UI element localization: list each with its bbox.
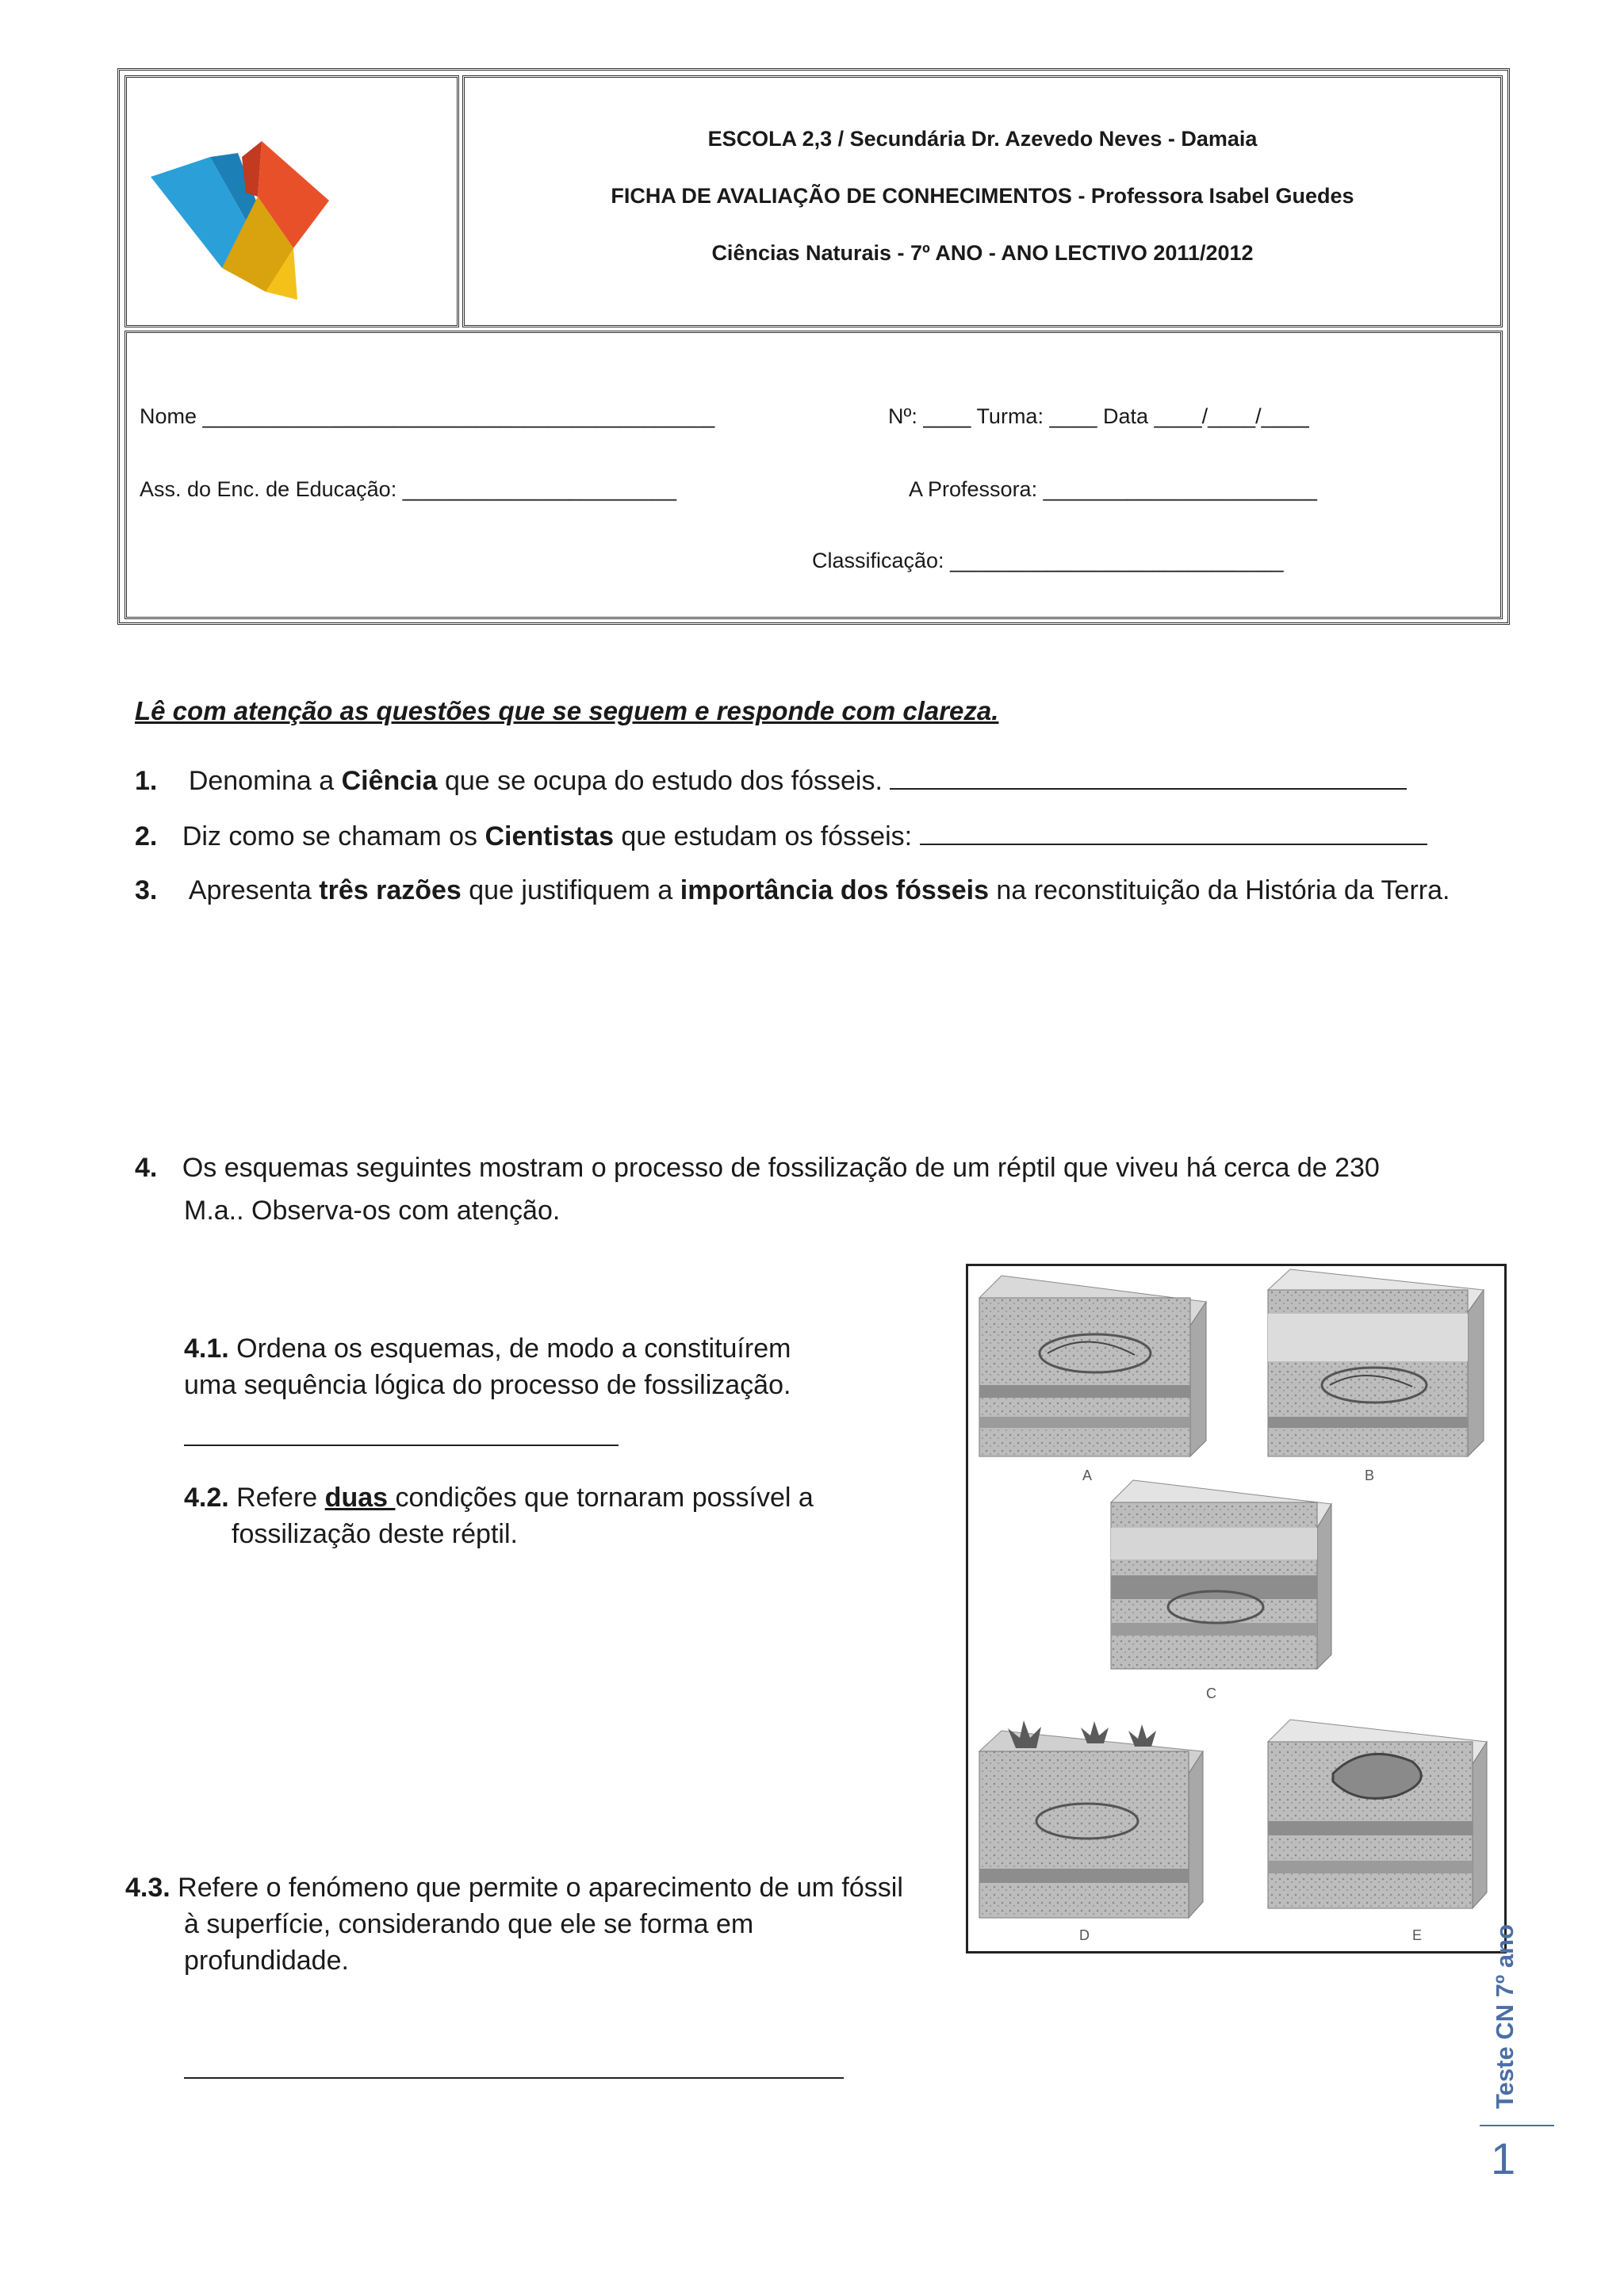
question-4-line-2: M.a.. Observa-os com atenção. [184,1196,561,1226]
question-text: que justifiquem a [461,875,680,905]
school-name: ESCOLA 2,3 / Secundária Dr. Azevedo Neves - Damaia [707,127,1258,151]
question-4-2-line-2: fossilização deste réptil. [232,1519,518,1549]
answer-line[interactable] [920,820,1427,845]
answer-line[interactable] [184,1421,619,1446]
question-bold-text: Ciência [341,766,438,796]
question-bold-text: três razões [319,875,462,905]
label-c: C [1206,1686,1216,1701]
question-underlined-text: duas [324,1483,396,1513]
title-cell [462,75,1503,327]
question-number: 1. [135,766,158,796]
question-number: 3. [135,875,158,905]
block-d [979,1720,1203,1943]
question-3 [135,875,1450,906]
student-info-cell [124,331,1503,619]
sidebar-divider [1480,2125,1554,2126]
answer-line[interactable] [890,764,1407,790]
question-text: Ordena os esquemas, de modo a constituírem [228,1334,791,1364]
question-4-3 [125,1873,903,1904]
guardian-signature-field[interactable]: Ass. do Enc. de Educação: _______________________ [140,477,677,501]
label-d: D [1079,1927,1090,1943]
question-text: Denomina a [188,766,342,796]
question-text: que estudam os fósseis: [613,821,920,851]
question-text: condições que tornaram possível a [395,1483,814,1513]
question-4-1-line-2: uma sequência lógica do processo de fossilização. [184,1370,791,1400]
question-number: 4.3. [125,1873,170,1903]
number-class-date-field[interactable]: Nº: ____ Turma: ____ Data ____/____/____ [888,404,1309,428]
question-bold-text: Cientistas [485,821,614,851]
question-text: Os esquemas seguintes mostram o processo de fossilização de um réptil que viveu há cerca de 230 [182,1153,1380,1183]
question-4-2 [184,1483,814,1513]
question-4 [135,1153,1380,1184]
question-4-1 [184,1334,791,1364]
school-logo [127,78,457,325]
sidebar-test-label: Teste CN 7º ano [1491,1924,1519,2109]
grade-field[interactable]: Classificação: ____________________________ [812,549,1284,572]
teacher-field[interactable]: A Professora: _______________________ [909,477,1317,501]
label-a: A [1082,1468,1093,1483]
block-c [1111,1480,1331,1701]
question-text: Diz como se chamam os [182,821,485,851]
label-e: E [1412,1927,1423,1943]
question-2 [135,820,1427,852]
subject-line: Ciências Naturais - 7º ANO - ANO LECTIVO 2011/2012 [711,241,1254,265]
question-number: 2. [135,821,158,851]
question-number: 4.1. [184,1334,229,1364]
block-a [979,1276,1206,1483]
block-b [1268,1269,1484,1483]
logo-cell [124,75,459,327]
question-4-3-line-3: profundidade. [184,1946,349,1976]
question-text: na reconstituição da História da Terra. [988,875,1450,905]
question-bold-text: importância dos fósseis [680,875,989,905]
sheet-title: FICHA DE AVALIAÇÃO DE CONHECIMENTOS - Professora Isabel Guedes [611,184,1354,208]
question-number: 4. [135,1153,158,1183]
block-e [1268,1720,1487,1943]
question-text: Apresenta [188,875,320,905]
fossilization-diagrams [968,1266,1504,1951]
fossilization-figure [966,1264,1507,1954]
name-field[interactable]: Nome ___________________________________________ [140,404,715,428]
question-4-3-line-2: à superfície, considerando que ele se forma em [184,1909,754,1939]
header-table [117,68,1510,625]
page-number: 1 [1491,2133,1516,2183]
question-1 [135,764,1407,797]
label-b: B [1365,1468,1375,1483]
answer-line[interactable] [184,2053,844,2079]
question-text: Refere o fenómeno que permite o aparecimento de um fóssil [170,1873,903,1903]
question-text: que se ocupa do estudo dos fósseis. [437,766,891,796]
instructions: Lê com atenção as questões que se seguem e responde com clareza. [135,696,999,725]
question-number: 4.2. [184,1483,229,1513]
question-text: Refere [228,1483,325,1513]
